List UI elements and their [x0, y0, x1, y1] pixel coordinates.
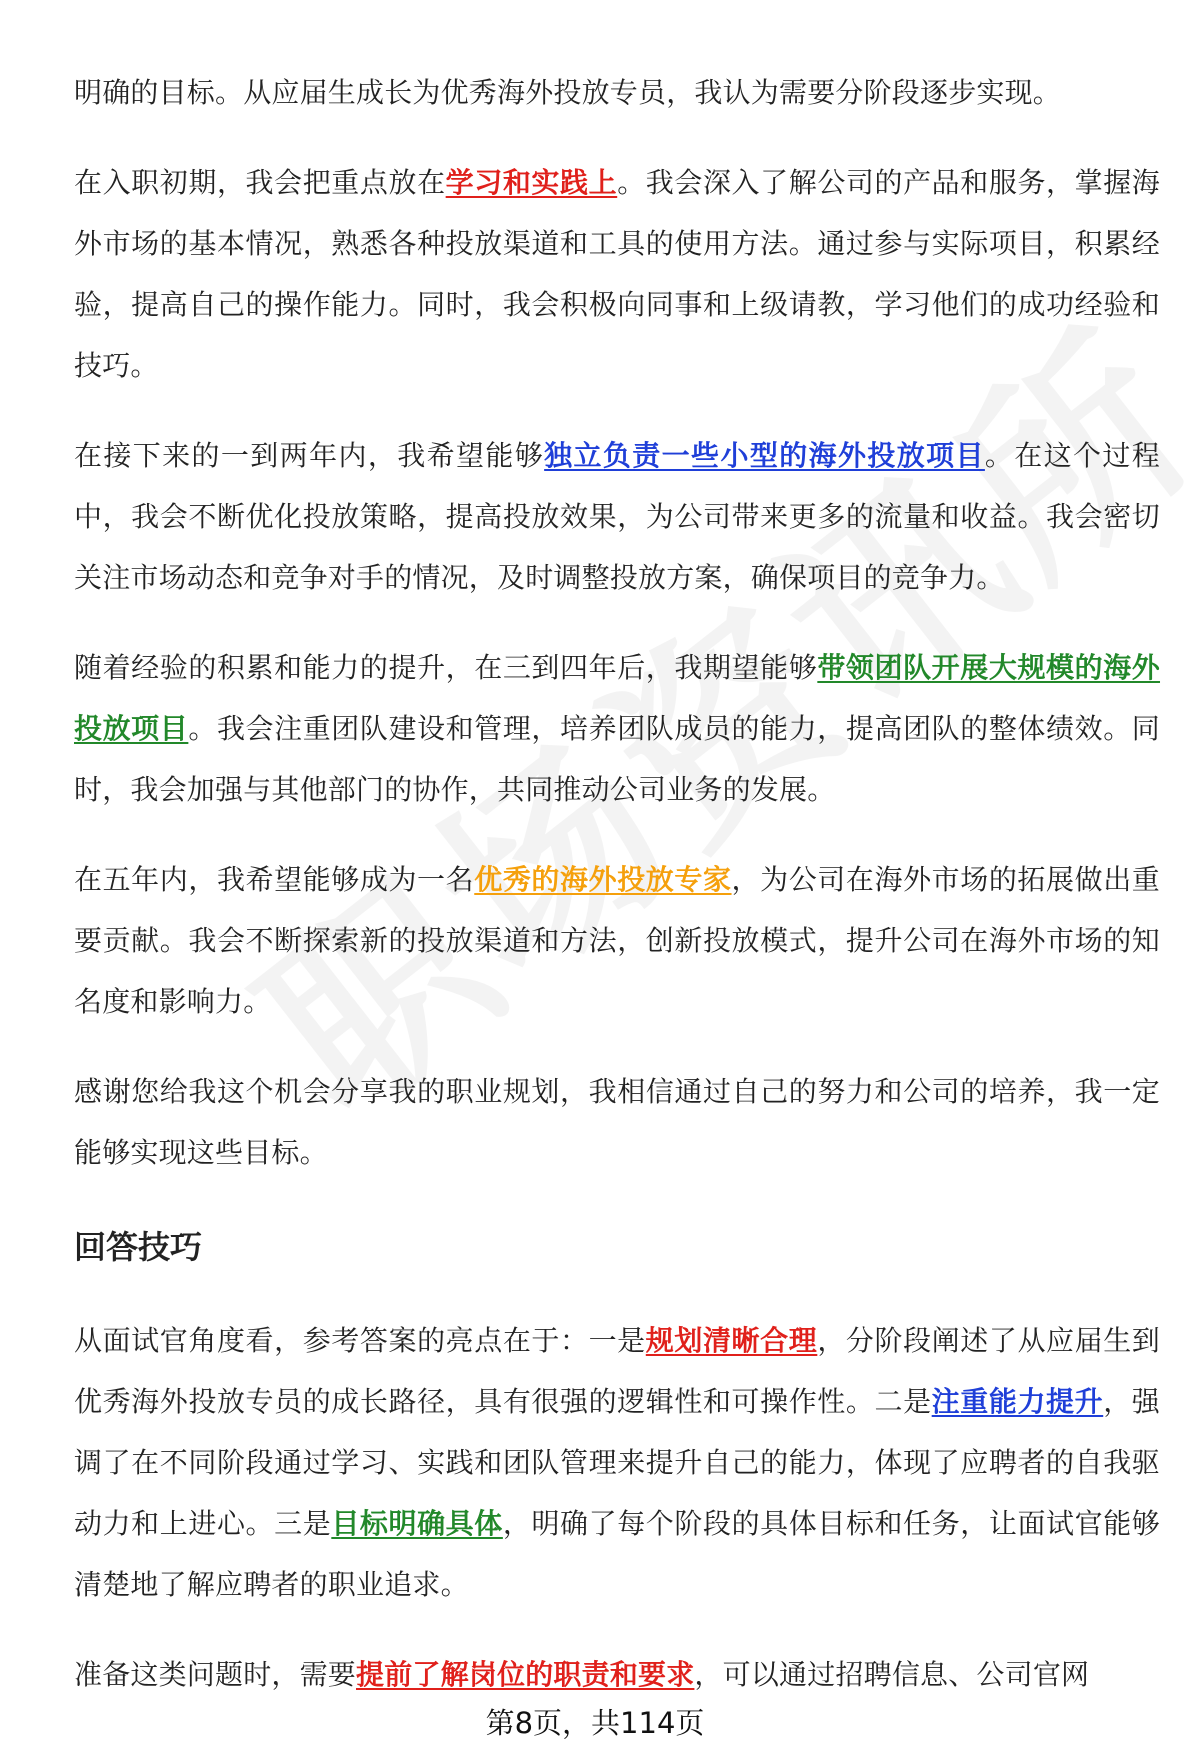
highlight-phrase: 注重能力提升	[931, 1385, 1104, 1418]
paragraph	[74, 62, 1160, 123]
paragraph	[74, 1644, 1160, 1705]
highlight-phrase: 学习和实践上	[445, 166, 618, 199]
text-run: ，强调了在不同阶段通过学习、实践和团队管理来提升自己的能力，体现了应聘者的自我驱动力和上进心。三是	[74, 1385, 1161, 1540]
text-run: 明确的目标。从应届生成长为优秀海外投放专员，我认为需要分阶段逐步实现。	[74, 76, 1062, 109]
highlight-phrase: 规划清晰合理	[645, 1324, 818, 1357]
section-title: 回答技巧	[74, 1228, 203, 1266]
text-run: 随着经验的积累和能力的提升，在三到四年后，我期望能够	[74, 651, 818, 684]
paragraph	[74, 849, 1160, 1032]
text-run: 。我会深入了解公司的产品和服务，掌握海外市场的基本情况，熟悉各种投放渠道和工具的使用方法。通过参与实际项目，积累经验，提高自己的操作能力。同时，我会积极向同事和上级请教，学习他们的成功经验和技巧。	[74, 166, 1160, 382]
text-run: 从面试官角度看，参考答案的亮点在于：一是	[74, 1324, 646, 1357]
paragraph	[74, 637, 1160, 820]
highlight-phrase: 带领团队开展大规模的海外投放项目	[74, 651, 1161, 745]
paragraph	[74, 152, 1160, 396]
text-run: ，分阶段阐述了从应届生到优秀海外投放专员的成长路径，具有很强的逻辑性和可操作性。二是	[74, 1324, 1161, 1418]
text-run: ，可以通过招聘信息、公司官网	[694, 1658, 1090, 1691]
text-run: 感谢您给我这个机会分享我的职业规划，我相信通过自己的努力和公司的培养，我一定能够实现这些目标。	[74, 1075, 1160, 1169]
document-body	[74, 62, 1160, 1734]
answer-section	[74, 62, 1160, 1183]
highlight-phrase: 目标明确具体	[331, 1507, 503, 1540]
text-run: 在接下来的一到两年内，我希望能够	[74, 439, 545, 472]
text-run: ，明确了每个阶段的具体目标和任务，让面试官能够清楚地了解应聘者的职业追求。	[74, 1507, 1161, 1601]
text-run: 。我会注重团队建设和管理，培养团队成员的能力，提高团队的整体绩效。同时，我会加强与其他部门的协作，共同推动公司业务的发展。	[74, 712, 1160, 806]
paragraph	[74, 1310, 1160, 1615]
text-run: 准备这类问题时，需要	[74, 1658, 357, 1691]
tips-section	[74, 1310, 1160, 1705]
paragraph	[74, 1061, 1160, 1183]
highlight-phrase: 提前了解岗位的职责和要求	[356, 1658, 695, 1691]
text-run: 在入职初期，我会把重点放在	[74, 166, 446, 199]
highlight-phrase: 独立负责一些小型的海外投放项目	[544, 439, 985, 472]
text-run: 。在这个过程中，我会不断优化投放策略，提高投放效果，为公司带来更多的流量和收益。我会密切关注市场动态和竞争对手的情况，及时调整投放方案，确保项目的竞争力。	[74, 439, 1161, 594]
paragraph	[74, 425, 1160, 608]
page-footer: 第8页，共114页	[485, 1706, 705, 1740]
text-run: 在五年内，我希望能够成为一名	[74, 863, 475, 896]
text-run: ，为公司在海外市场的拓展做出重要贡献。我会不断探索新的投放渠道和方法，创新投放模式，提升公司在海外市场的知名度和影响力。	[74, 863, 1160, 1018]
highlight-phrase: 优秀的海外投放专家	[474, 863, 732, 896]
